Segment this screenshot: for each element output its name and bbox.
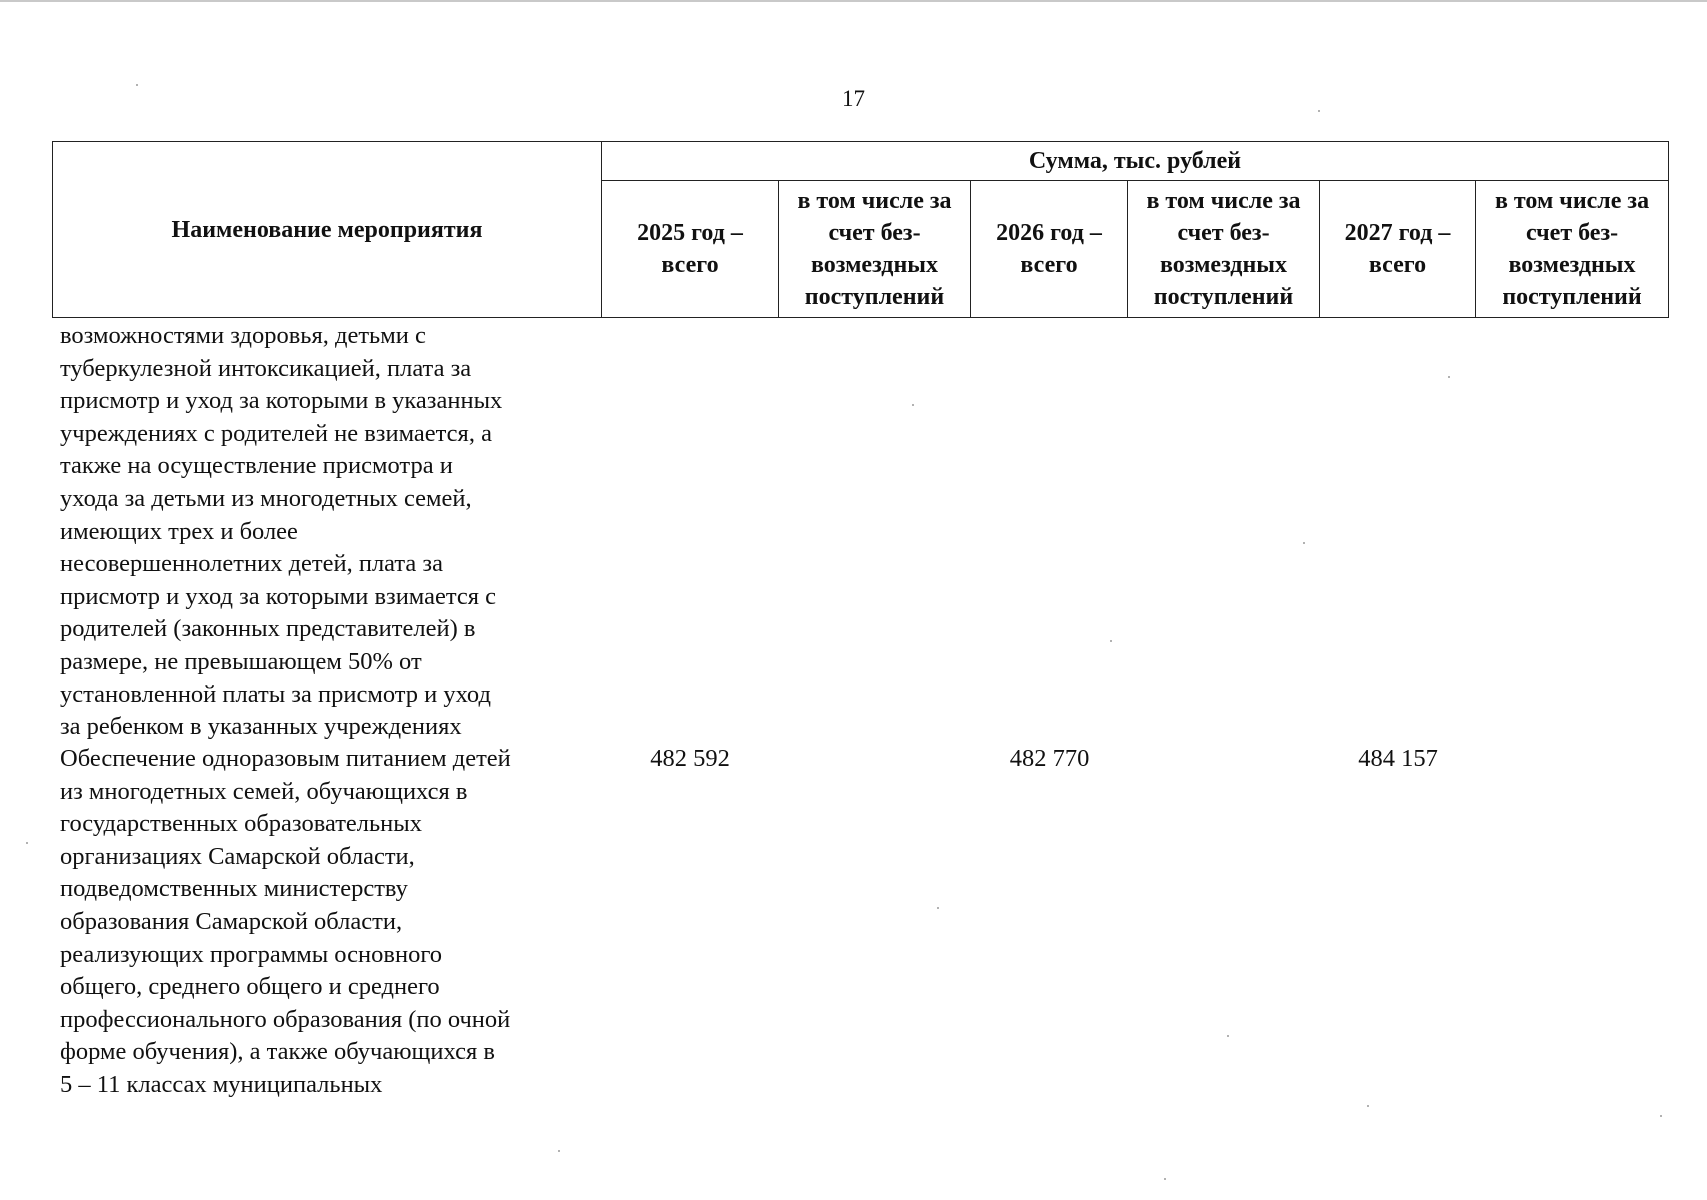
text-line: за ребенком в указанных учреждениях xyxy=(60,713,462,741)
budget-table-header xyxy=(52,141,1669,318)
scan-border xyxy=(0,0,1707,2)
value-2026-total: 482 770 xyxy=(1009,745,1090,772)
text-line: туберкулезной интоксикацией, плата за xyxy=(60,354,472,382)
scan-speck xyxy=(912,404,914,406)
text-line: из многодетных семей, обучающихся в xyxy=(60,777,468,805)
page-number: 17 xyxy=(842,86,865,111)
text-line: форме обучения), а также обучающихся в xyxy=(60,1038,495,1066)
scan-speck xyxy=(1448,376,1450,378)
col-2025-grants-header: в том числе за счет без-возмездных поступлений xyxy=(779,181,971,318)
text-line: организациях Самарской области, xyxy=(60,842,415,870)
text-line: установленной платы за присмотр и уход xyxy=(60,680,491,708)
activity-name-continued xyxy=(60,320,502,744)
text-line: учреждениях с родителей не взимается, а xyxy=(60,419,492,447)
text-line: ухода за детьми из многодетных семей, xyxy=(60,484,472,512)
scan-speck xyxy=(1110,640,1112,642)
text-line: имеющих трех и более xyxy=(60,517,298,545)
text-line: 5 – 11 классах муниципальных xyxy=(60,1070,383,1098)
activity-name-meals xyxy=(60,743,511,1102)
text-line: образования Самарской области, xyxy=(60,907,403,935)
col-2027-grants-header: в том числе за счет без-возмездных поступлений xyxy=(1476,181,1669,318)
text-line: размере, не превышающем 50% от xyxy=(60,647,422,675)
value-2025-total: 482 592 xyxy=(650,745,730,772)
text-line: общего, среднего общего и среднего xyxy=(60,973,440,1001)
scan-speck xyxy=(1367,1105,1369,1107)
scan-speck xyxy=(1164,1178,1166,1180)
text-line: профессионального образования (по очной xyxy=(60,1005,511,1033)
col-2026-grants-header: в том числе за счет без-возмездных поступлений xyxy=(1128,181,1320,318)
text-line: присмотр и уход за которыми взимается с xyxy=(60,582,497,610)
scan-speck xyxy=(26,842,28,844)
scan-speck xyxy=(1227,1035,1229,1037)
text-line: Обеспечение одноразовым питанием детей xyxy=(60,745,511,772)
text-line: также на осуществление присмотра и xyxy=(60,452,453,480)
activity-name-header: Наименование мероприятия xyxy=(53,142,602,318)
col-2025-total-header: 2025 год – всего xyxy=(602,181,779,318)
text-line: несовершеннолетних детей, плата за xyxy=(60,550,443,578)
scan-speck xyxy=(937,907,939,909)
sum-group-header: Сумма, тыс. рублей xyxy=(602,142,1669,181)
scan-speck xyxy=(1660,1115,1662,1117)
scan-speck xyxy=(558,1150,560,1152)
text-line: государственных образовательных xyxy=(60,810,422,838)
text-line: реализующих программы основного xyxy=(60,940,443,968)
col-2027-total-header: 2027 год – всего xyxy=(1320,181,1476,318)
text-line: родителей (законных представителей) в xyxy=(60,615,476,643)
col-2026-total-header: 2026 год – всего xyxy=(971,181,1128,318)
value-2027-total: 484 157 xyxy=(1358,745,1438,772)
text-line: присмотр и уход за которыми в указанных xyxy=(60,387,503,415)
text-line: возможностями здоровья, детьми с xyxy=(60,322,426,349)
scan-speck xyxy=(1303,542,1305,544)
text-line: подведомственных министерству xyxy=(60,875,408,903)
